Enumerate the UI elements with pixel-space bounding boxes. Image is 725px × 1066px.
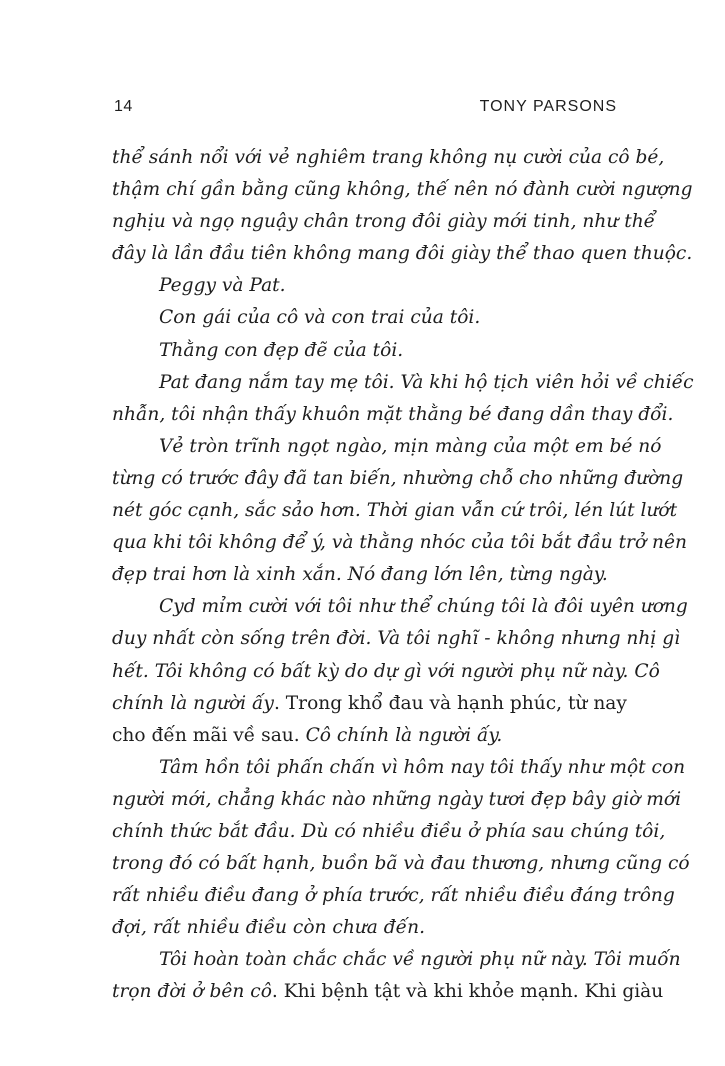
italic-text: Vẻ tròn trĩnh ngọt ngào, mịn màng của một em bé nó — [159, 435, 662, 457]
italic-text: từng có trước đây đã tan biến, nhường chỗ cho những đường — [112, 467, 684, 489]
text-line — [112, 431, 662, 463]
roman-text: . Khi bệnh tật và khi khỏe mạnh. Khi giàu — [271, 981, 664, 1003]
italic-text: Con gái của cô và con trai của tôi. — [159, 307, 481, 329]
text-line — [112, 238, 693, 270]
text-line — [112, 944, 681, 976]
text-line — [112, 335, 624, 367]
text-line — [112, 302, 624, 334]
text-line — [112, 976, 664, 1008]
italic-text: rất nhiều điều đang ở phía trước, rất nhiều điều đáng trông — [112, 885, 675, 907]
text-line — [112, 656, 660, 688]
italic-text: Tôi hoàn toàn chắc chắc về người phụ nữ này. Tôi muốn — [159, 949, 681, 971]
italic-text: Thằng con đẹp đẽ của tôi. — [159, 339, 404, 361]
italic-text: duy nhất còn sống trên đời. Và tôi nghĩ - không nhưng nhị gì — [112, 628, 681, 650]
italic-text: qua khi tôi không để ý, và thằng nhóc của tôi bắt đầu trở nên — [112, 532, 687, 554]
italic-text: Cô chính là người ấy. — [305, 724, 503, 746]
italic-text: trọn đời ở bên cô — [112, 981, 272, 1003]
italic-text: Pat đang nắm tay mẹ tôi. Và khi hộ tịch viên hỏi về chiếc — [159, 371, 694, 393]
italic-text: đợi, rất nhiều điều còn chưa đến. — [112, 917, 426, 939]
text-line — [112, 784, 682, 816]
italic-text: chính thức bắt đầu. Dù có nhiều điều ở phía sau chúng tôi, — [112, 820, 666, 842]
italic-text: người mới, chẳng khác nào những ngày tươi đẹp bây giờ mới — [112, 788, 682, 810]
italic-text: Cyd mỉm cười với tôi như thể chúng tôi là đôi uyên ương — [159, 596, 688, 618]
italic-text: đẹp trai hơn là xinh xắn. Nó đang lớn lên, từng ngày. — [112, 564, 608, 586]
italic-text: Peggy và Pat. — [159, 275, 286, 297]
text-line — [112, 527, 687, 559]
text-line — [112, 880, 675, 912]
text-line — [112, 367, 694, 399]
italic-text: thậm chí gần bằng cũng không, thế nên nó đành cười ngượng — [112, 179, 693, 201]
italic-text: hết. Tôi không có bất kỳ do dự gì với người phụ nữ này. Cô — [112, 660, 660, 682]
text-line — [112, 688, 627, 720]
italic-text: nhẫn, tôi nhận thấy khuôn mặt thằng bé đang dần thay đổi. — [112, 403, 674, 425]
text-line — [112, 912, 624, 944]
italic-text: đây là lần đầu tiên không mang đôi giày thể thao quen thuộc. — [112, 243, 693, 265]
text-line — [112, 399, 674, 431]
italic-text: nét góc cạnh, sắc sảo hơn. Thời gian vẫn cứ trôi, lén lút lướt — [112, 500, 678, 522]
text-line — [112, 816, 666, 848]
italic-text: chính là người ấy — [112, 692, 274, 714]
text-line — [112, 623, 681, 655]
text-line — [112, 559, 624, 591]
text-line — [112, 206, 656, 238]
roman-text: cho đến mãi về sau. — [112, 724, 306, 746]
text-line — [112, 752, 686, 784]
italic-text: thể sánh nổi với vẻ nghiêm trang không nụ cười của cô bé, — [112, 147, 665, 168]
italic-text: trong đó có bất hạnh, buồn bã và đau thương, nhưng cũng có — [112, 853, 690, 875]
text-line — [112, 463, 684, 495]
running-head: TONY PARSONS — [479, 98, 617, 115]
italic-text: nghịu và ngọ nguậy chân trong đôi giày mới tinh, như thể — [112, 211, 656, 233]
text-line — [112, 142, 665, 174]
text-line — [112, 848, 690, 880]
body-text — [112, 142, 694, 1009]
text-line — [112, 270, 624, 302]
text-line — [112, 174, 693, 206]
text-line — [112, 495, 678, 527]
text-line — [112, 591, 688, 623]
italic-text: Tâm hồn tôi phấn chấn vì hôm nay tôi thấy như một con — [159, 756, 686, 778]
roman-text: . Trong khổ đau và hạnh phúc, từ nay — [273, 692, 627, 714]
page-number: 14 — [114, 98, 133, 115]
text-line — [112, 720, 624, 752]
